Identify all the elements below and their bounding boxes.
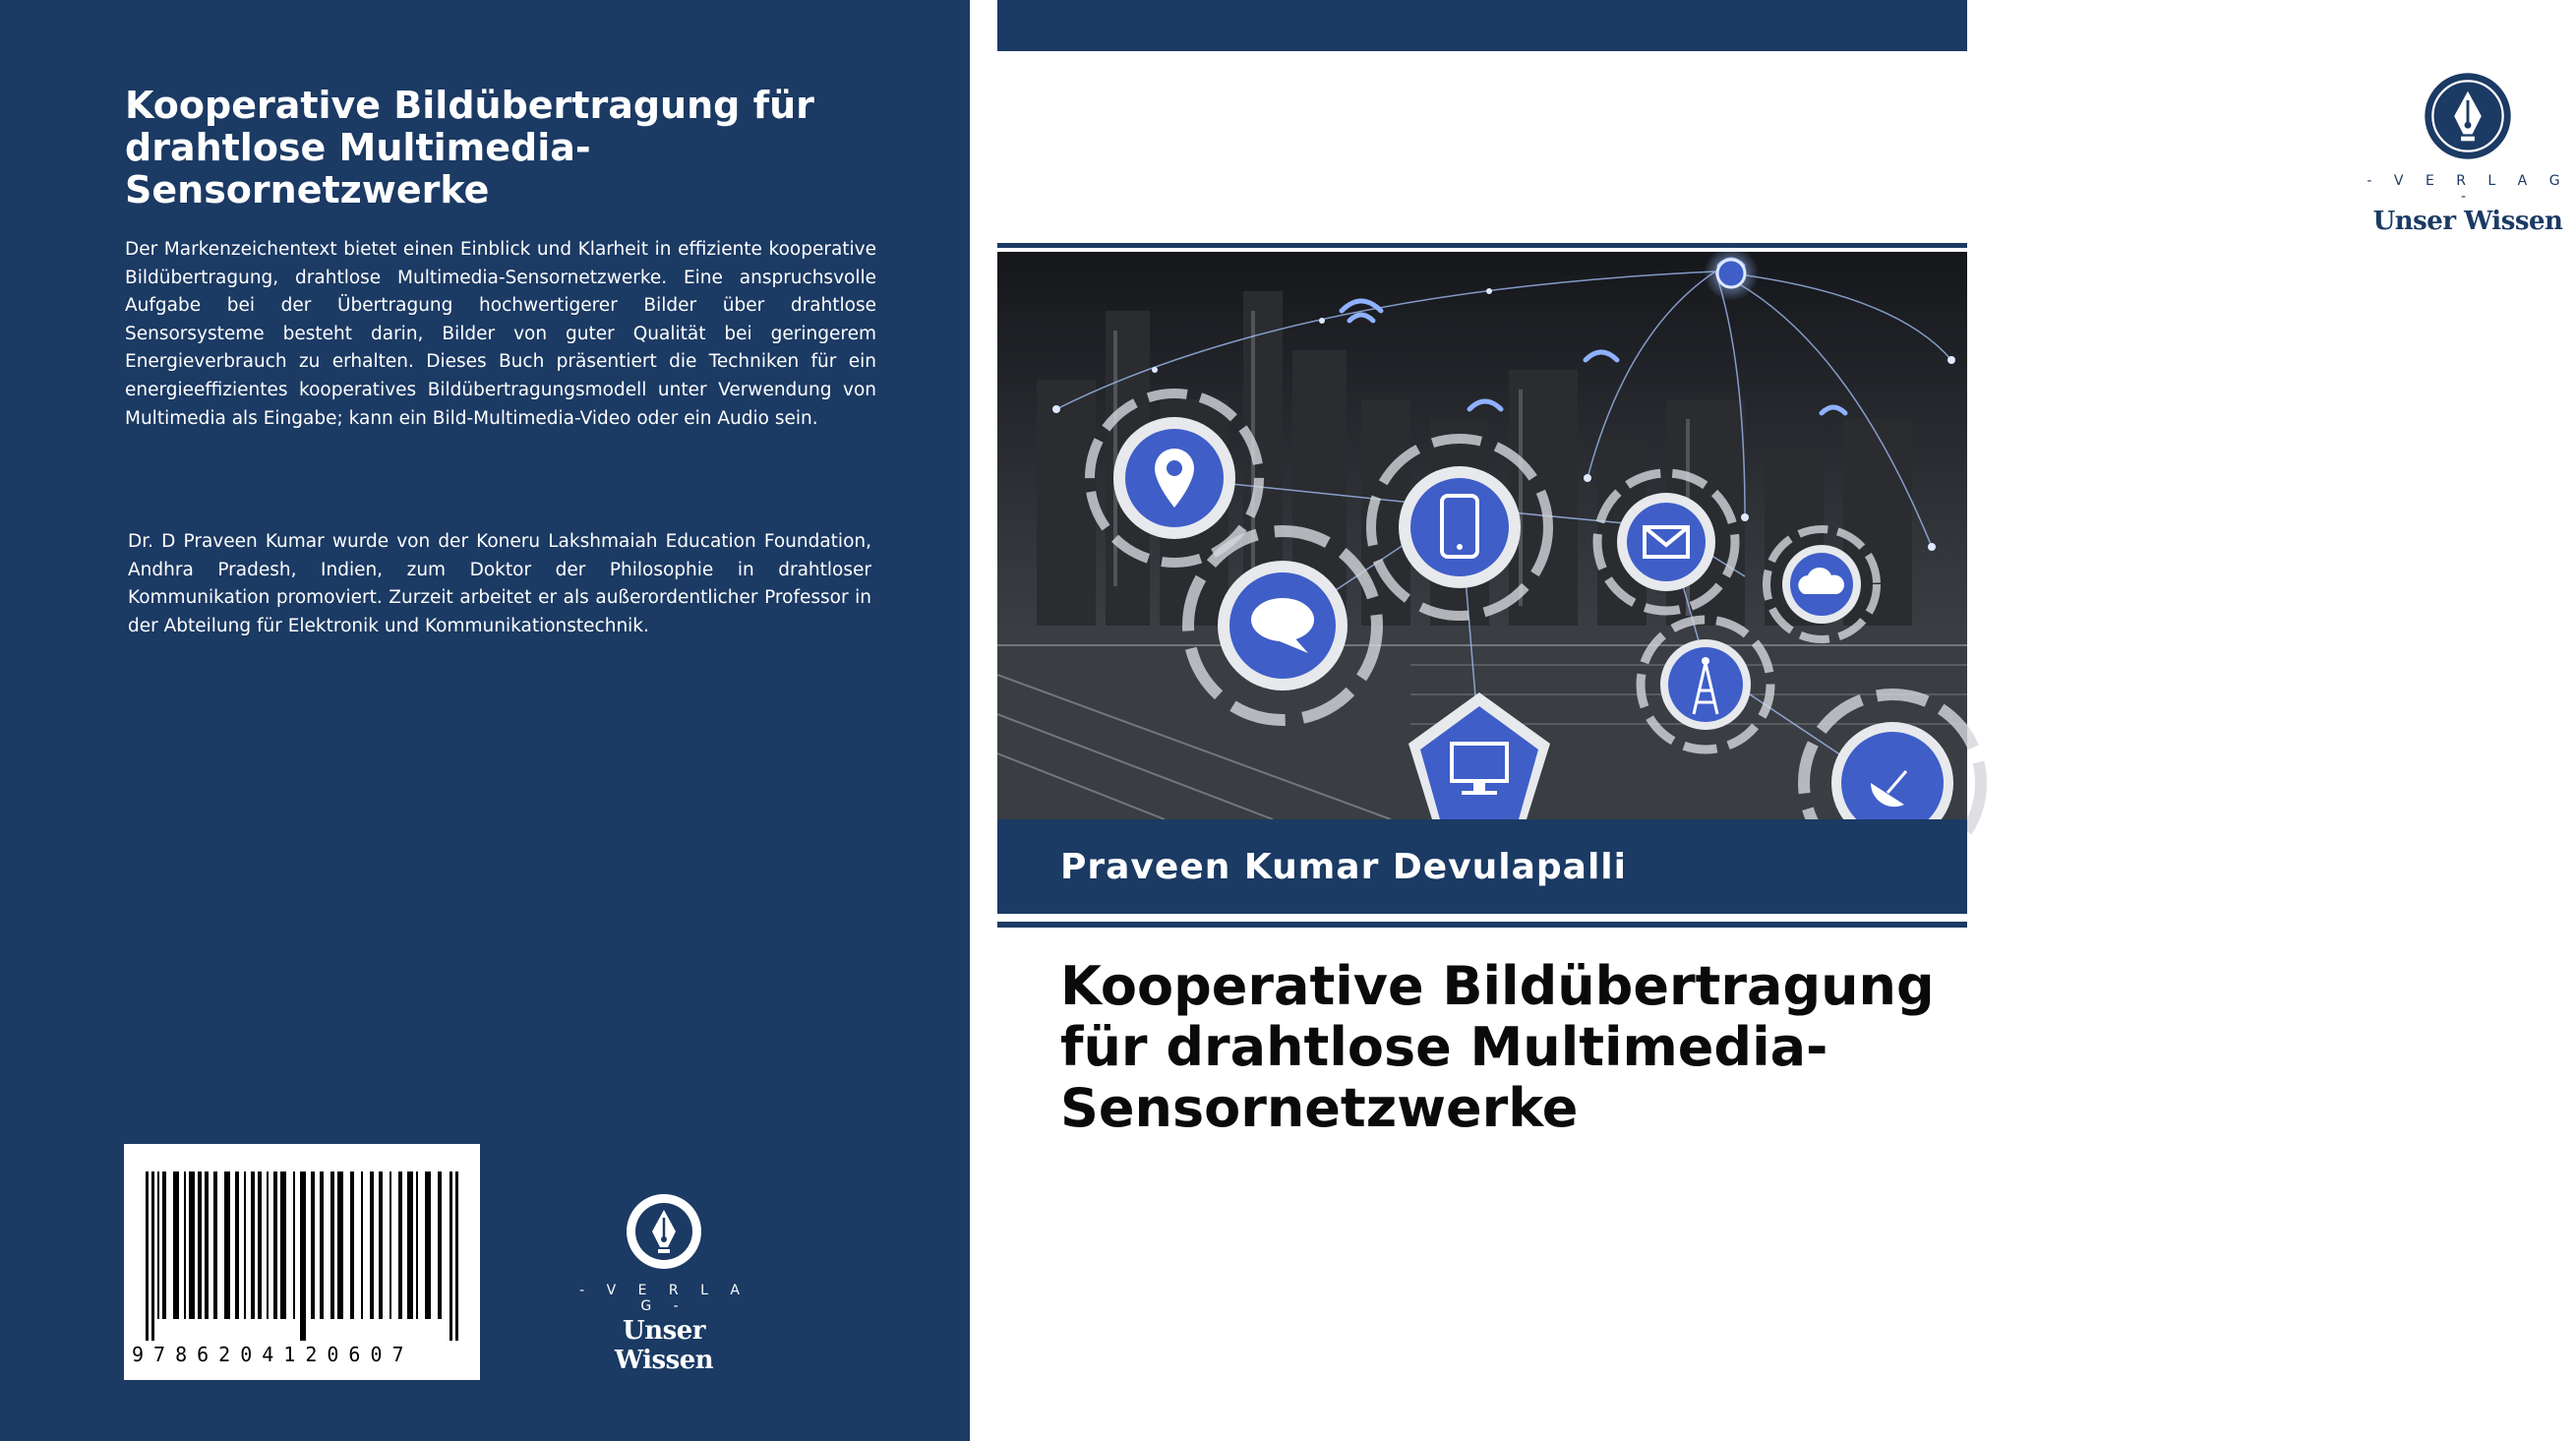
front-cover xyxy=(997,0,2569,1441)
divider-line xyxy=(997,922,1967,928)
isbn-number: 9786204120607 xyxy=(132,1343,414,1366)
author-name: Praveen Kumar Devulapalli xyxy=(1060,847,1627,887)
verlag-label: - V E R L A G - xyxy=(2366,173,2569,205)
back-cover xyxy=(0,0,970,1441)
publisher-name: Unser Wissen xyxy=(2372,207,2563,236)
divider-line xyxy=(997,243,1967,248)
back-blurb: Der Markenzeichentext bietet einen Einblick und Klarheit in effiziente kooperative Bildübertragung, drahtlose Multimedia-Sensornetzwerke. Eine anspruchsvolle Aufgabe bei der Übertragung hochwertigerer Bilder über drahtlose Sensorsysteme besteht darin, Bilder von guter Qualität bei geringerem Energieverbrauch zu erhalten. Dieses Buch präsentiert die Techniken für ein energieeffizientes kooperatives Bildübertragungsmodell unter Verwendung von Multimedia als Eingabe; kann ein Bild-Multimedia-Video oder ein Audio sein. xyxy=(125,239,876,429)
cloud-icon xyxy=(1767,529,1877,639)
author-bar xyxy=(997,819,1967,914)
publisher-logo-back xyxy=(570,1192,757,1375)
envelope-icon xyxy=(1597,473,1735,611)
verlag-label: - V E R L A G - xyxy=(579,1283,749,1314)
author-bio: Dr. D Praveen Kumar wurde von der Koneru Lakshmaiah Education Foundation, Andhra Pradesh, Indien, zum Doktor der Philosophie in drahtloser Kommunikation promoviert. Zurzeit arbeitet er als außerordentlicher Professor in der Abteilung für Elektronik und Kommunikationstechnik. xyxy=(128,531,871,636)
back-title: Kooperative Bildübertragung für drahtlose Multimedia-Sensornetzwerke xyxy=(125,84,814,211)
barcode xyxy=(124,1144,480,1380)
spine xyxy=(970,0,997,1441)
front-title: Kooperative Bildübertragung für drahtlose Multimedia-Sensornetzwerke xyxy=(1060,955,1935,1139)
barcode-bars xyxy=(146,1171,458,1341)
front-top-bar xyxy=(997,0,1967,51)
publisher-logo-front xyxy=(2360,71,2576,236)
cover-illustration xyxy=(997,252,1967,819)
publisher-name: Unser Wissen xyxy=(614,1316,714,1375)
publisher-seal-icon xyxy=(2423,71,2513,161)
publisher-seal-icon xyxy=(625,1192,703,1271)
